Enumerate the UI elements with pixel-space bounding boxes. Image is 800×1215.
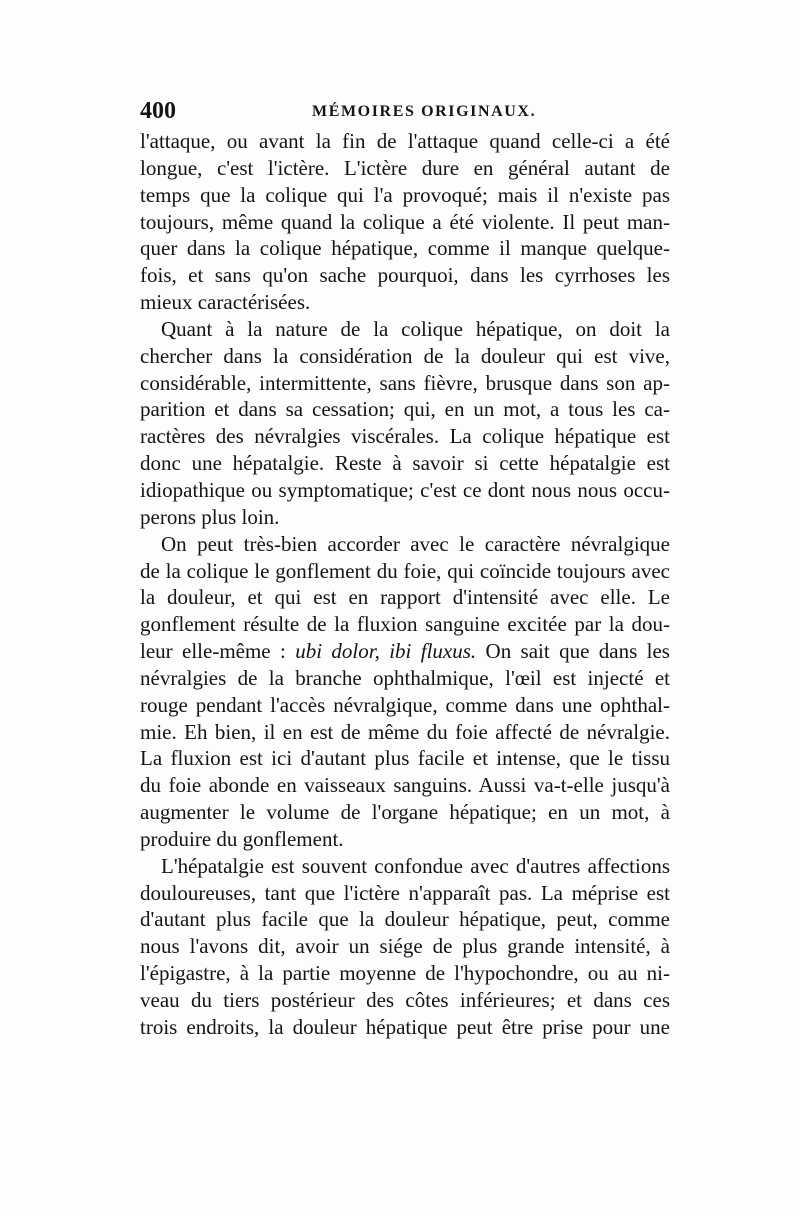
text-line: L'hépatalgie est souvent confondue avec d'autres affections xyxy=(161,853,670,878)
text-line: considérable, intermittente, sans fièvre, brusque dans son ap- xyxy=(140,370,670,395)
text-line: gonflement résulte de la fluxion sanguine excitée par la dou- xyxy=(140,612,670,637)
text-line: névralgies de la branche ophthalmique, l'œil est injecté et xyxy=(140,665,670,690)
text-line: rouge pendant l'accès névralgique, comme dans une ophthal- xyxy=(140,692,670,717)
text-line: trois endroits, la douleur hépatique peut être prise pour une xyxy=(140,1014,670,1039)
text-line: La fluxion est ici d'autant plus facile et intense, que le tissu xyxy=(140,746,670,771)
text-line: nous l'avons dit, avoir un siége de plus grande intensité, à xyxy=(140,934,670,959)
text-fragment: On sait que dans les xyxy=(476,639,670,664)
text-line: la douleur, et qui est en rapport d'intensité avec elle. Le xyxy=(140,585,670,610)
text-line: toujours, même quand la colique a été violente. Il peut man- xyxy=(140,209,670,234)
text-line: augmenter le volume de l'organe hépatique; en un mot, à xyxy=(140,800,670,825)
text-line: mieux caractérisées. xyxy=(140,290,311,315)
text-line: donc une hépatalgie. Reste à savoir si cette hépatalgie est xyxy=(140,451,670,476)
text-line-with-italic xyxy=(140,638,670,665)
text-line: produire du gonflement. xyxy=(140,826,344,851)
text-line: On peut très-bien accorder avec le caractère névralgique xyxy=(161,531,670,556)
text-line: fois, et sans qu'on sache pourquoi, dans les cyrrhoses les xyxy=(140,263,670,288)
latin-quote: ubi dolor, ibi fluxus. xyxy=(295,639,477,664)
text-line: idiopathique ou symptomatique; c'est ce dont nous nous occu- xyxy=(140,477,670,502)
text-line: d'autant plus facile que la douleur hépatique, peut, comme xyxy=(140,907,670,932)
text-line: du foie abonde en vaisseaux sanguins. Aussi va-t-elle jusqu'à xyxy=(140,773,670,798)
text-fragment: leur elle-même : xyxy=(140,639,296,664)
text-line: ractères des névralgies viscérales. La colique hépatique est xyxy=(140,424,670,449)
text-line: parition et dans sa cessation; qui, en un mot, a tous les ca- xyxy=(140,397,670,422)
text-line: temps que la colique qui l'a provoqué; mais il n'existe pas xyxy=(140,182,670,207)
text-line: mie. Eh bien, il en est de même du foie affecté de névralgie. xyxy=(140,719,670,744)
running-head xyxy=(140,98,670,126)
text-line: chercher dans la considération de la douleur qui est vive, xyxy=(140,343,670,368)
text-line: l'attaque, ou avant la fin de l'attaque quand celle-ci a été xyxy=(140,129,670,153)
text-line: de la colique le gonflement du foie, qui coïncide toujours avec xyxy=(140,558,670,583)
running-title: MÉMOIRES ORIGINAUX. xyxy=(312,103,537,120)
text-line: douloureuses, tant que l'ictère n'apparaît pas. La méprise est xyxy=(140,880,670,905)
text-line: perons plus loin. xyxy=(140,504,280,529)
text-line: veau du tiers postérieur des côtes inférieures; et dans ces xyxy=(140,988,670,1012)
page-number: 400 xyxy=(140,98,176,124)
text-line: Quant à la nature de la colique hépatique, on doit la xyxy=(161,316,670,341)
body-text xyxy=(140,128,670,1041)
text-line: quer dans la colique hépatique, comme il manque quelque- xyxy=(140,236,670,261)
text-line: l'épigastre, à la partie moyenne de l'hypochondre, ou au ni- xyxy=(140,961,670,986)
text-line: longue, c'est l'ictère. L'ictère dure en général autant de xyxy=(140,155,670,180)
